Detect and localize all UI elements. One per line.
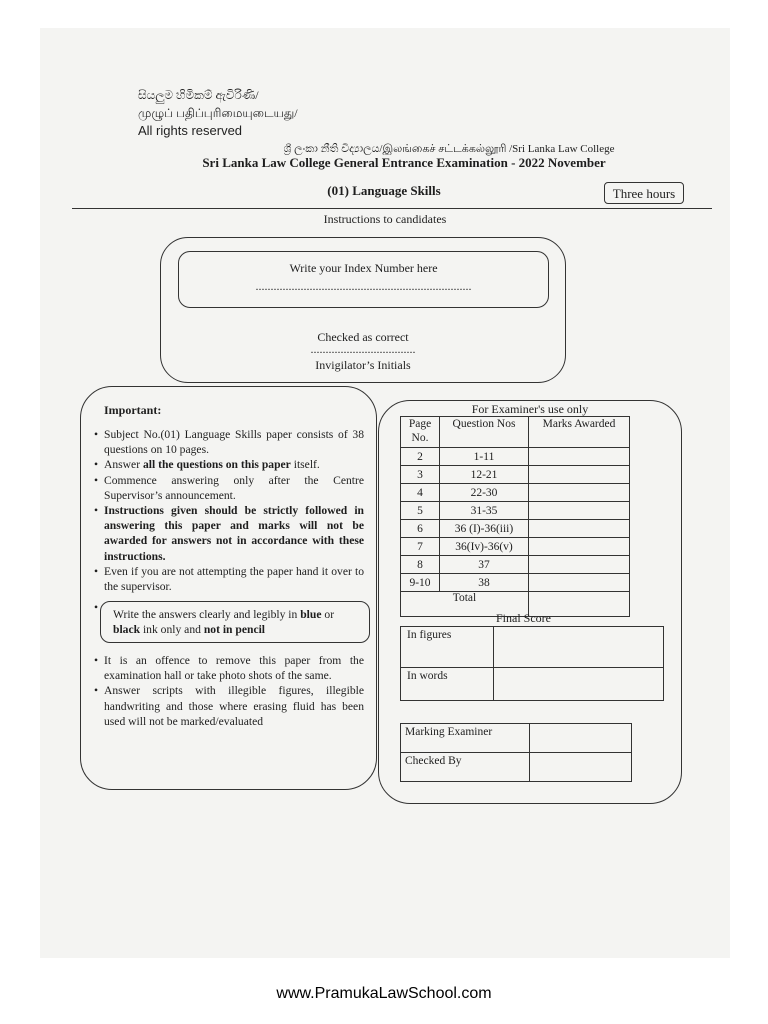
- marks-cell[interactable]: [529, 466, 630, 484]
- marks-cell[interactable]: [529, 502, 630, 520]
- invigilator-initials-field[interactable]: ...................................: [310, 342, 416, 356]
- important-list-2: [94, 653, 364, 729]
- marks-cell[interactable]: [529, 484, 630, 502]
- index-number-field[interactable]: ........................................................................: [255, 279, 472, 293]
- footer-website[interactable]: www.PramukaLawSchool.com: [276, 985, 492, 1002]
- list-item: • It is an offence to remove this paper from the examination hall or take photo shots of the same.: [94, 653, 364, 683]
- list-item: • Answer scripts with illegible figures, illegible handwriting and those where erasing fluid has been used will not be marked/evaluated: [94, 683, 364, 729]
- table-row: 2 1-11: [401, 448, 630, 466]
- invigilator-label: Invigilator’s Initials: [315, 358, 411, 372]
- table-row: 6 36 (I)-36(iii): [401, 520, 630, 538]
- table-row: 7 36(Iv)-36(v): [401, 538, 630, 556]
- table-row: 3 12-21: [401, 466, 630, 484]
- duration-badge: Three hours: [604, 182, 684, 204]
- exam-title: Sri Lanka Law College General Entrance Examination - 2022 November: [202, 155, 606, 170]
- marks-cell[interactable]: [529, 556, 630, 574]
- list-item: • Subject No.(01) Language Skills paper consists of 38 questions on 10 pages.: [94, 427, 364, 457]
- list-item: • Even if you are not attempting the paper hand it over to the supervisor.: [94, 564, 364, 594]
- checked-by-label: Checked By: [401, 753, 530, 782]
- table-row: 5 31-35: [401, 502, 630, 520]
- marks-cell[interactable]: [529, 538, 630, 556]
- paper-title: (01) Language Skills: [327, 183, 441, 198]
- in-words-field[interactable]: [494, 668, 664, 701]
- final-score-label: Final Score: [496, 611, 551, 625]
- in-words-label: In words: [401, 668, 494, 701]
- rights-english: All rights reserved: [138, 123, 243, 138]
- final-score-table: [400, 626, 664, 701]
- marking-examiner-label: Marking Examiner: [401, 724, 530, 753]
- rights-tamil: முழுப் பதிப்புரிமையுடையது/: [138, 106, 298, 120]
- marking-examiner-field[interactable]: [530, 724, 632, 753]
- marks-cell[interactable]: [529, 448, 630, 466]
- list-item: • Instructions given should be strictly followed in answering this paper and marks will not be awarded for answers not in accordance with these instructions.: [94, 503, 364, 564]
- in-figures-field[interactable]: [494, 627, 664, 668]
- signoff-table: [400, 723, 632, 782]
- header-divider: [72, 208, 712, 209]
- col-page: Page No.: [401, 417, 440, 448]
- checked-label: Checked as correct: [317, 330, 409, 344]
- important-title: Important:: [104, 403, 162, 417]
- list-item: • Commence answering only after the Centre Supervisor’s announcement.: [94, 473, 364, 503]
- in-figures-label: In figures: [401, 627, 494, 668]
- table-row: 8 37: [401, 556, 630, 574]
- rights-sinhala: සියලුම හිමිකම් ඇවිරිණි/: [138, 88, 259, 102]
- marks-cell[interactable]: [529, 574, 630, 592]
- col-questions: Question Nos: [440, 417, 529, 448]
- col-marks: Marks Awarded: [529, 417, 630, 448]
- marks-table: [400, 416, 630, 617]
- important-list: [94, 427, 364, 594]
- table-row: 9-10 38: [401, 574, 630, 592]
- table-row: 4 22-30: [401, 484, 630, 502]
- college-name: ශ්‍රී ලංකා නීති විද්‍යාලය/இலங்கைச் சட்டக்கல்லூரி /Sri Lanka Law College: [283, 143, 615, 155]
- instructions-heading: Instructions to candidates: [323, 212, 447, 226]
- ink-instruction-box: Write the answers clearly and legibly in blue or black ink only and not in pencil: [100, 601, 370, 643]
- total-label: Total: [401, 592, 529, 617]
- bullet-icon: •: [94, 601, 99, 614]
- marks-cell[interactable]: [529, 520, 630, 538]
- checked-by-field[interactable]: [530, 753, 632, 782]
- index-number-label: Write your Index Number here: [289, 261, 438, 275]
- examiner-heading: For Examiner's use only: [471, 402, 589, 416]
- list-item: • Answer all the questions on this paper itself.: [94, 457, 364, 472]
